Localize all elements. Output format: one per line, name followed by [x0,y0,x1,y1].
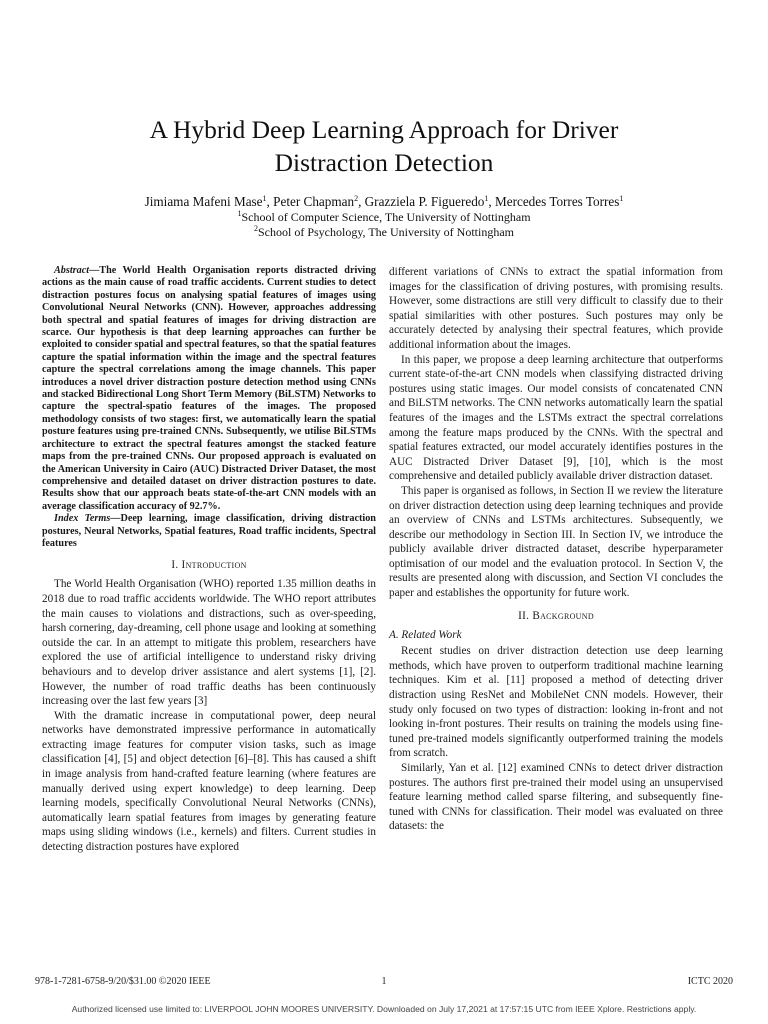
page-footer [35,975,733,989]
author-block [40,193,728,240]
footer-isbn: 978-1-7281-6758-9/20/$31.00 ©2020 IEEE [35,976,211,987]
author-name: Jimiama Mafeni Mase [144,194,263,209]
section-heading-introduction: I. Introduction [171,559,247,572]
footer-conference: ICTC 2020 [687,976,733,987]
author-list: Jimiama Mafeni Mase$^1$, Peter Chapman$^2$, Grazziela P. Figueredo$^1$, Mercedes Torres Torres$^1$ [144,194,624,209]
paper-title-line-1: A Hybrid Deep Learning Approach for Driver [149,115,619,144]
affiliation-mark: 2 [254,224,258,233]
affiliation-text: School of Psychology, The University of Nottingham [258,225,514,239]
page-number: 1 [381,976,387,987]
body-paragraph: With the dramatic increase in computational power, deep neural networks have demonstrated impressive performance in automatically extracting image features for computer vision tasks, such as image classification [4], [5] and object detection [6]–[8]. This has caused a shift in image analysis from hand-crafted feature learning (where features are manually derived using expert knowledge) to deep learning. Deep learning models, specifically Convolutional Neural Networks (CNNs), automatically learn spatial features from images by generating feature maps using sliding windows (i.e., kernels) and filters. Current studies in detecting distraction postures have explored [42,709,376,854]
body-paragraph: In this paper, we propose a deep learning architecture that outperforms current state-of-the-art CNN models when classifying distracted driving postures using static images. Our model consists of concatenated CNN and BiLSTM networks. The CNN networks automatically learn the spatial features of the images and the LSTMs extract the spectral correlations among the feature maps produced by the CNNs. With the spectral and spatial features extracted, our model accurately identifies postures in the AUC Distracted Driver Dataset [9], [10], which is the most comprehensive and detailed publicly available driver distraction dataset. [389,353,723,483]
body-paragraph: Similarly, Yan et al. [12] examined CNNs to detect driver distraction postures. The authors first pre-trained their model using an unsupervised feature learning method called sparse filtering, and subsequently fine-tuned with CNNs for classification. Their model was evaluated on three datasets: the [389,762,723,833]
left-column [42,265,376,855]
body-paragraph: This paper is organised as follows, in Section II we review the literature on driver distraction detection using deep learning techniques and provide an overview of CNNs and LSTMs architectures. Subsequently, we describe our methodology in Section III. In Section IV, we introduce the publicly available driver distracted dataset, describe hyperparameter optimisation of our model and the evaluation protocol. In Section V, the results are presented along with discussion, and Section VI concludes the paper and establishes the opportunity for future work. [389,484,723,600]
subsection-heading-related-work: A. Related Work [389,628,462,641]
affiliation-mark: 1 [237,209,242,218]
author-affil-mark: 1 [619,194,624,203]
author-affil-mark: 2 [354,194,359,203]
author-name: Peter Chapman [273,194,355,209]
author-name: Mercedes Torres Torres [495,194,620,209]
affiliation [40,225,728,240]
body-paragraph: The World Health Organisation (WHO) reported 1.35 million deaths in 2018 due to road traffic accidents worldwide. The WHO report attributes the main causes to violations and distractions, such as over-speeding, harsh cornering, day-dreaming, cell phone usage and looking at something outside the car. In an attempt to mitigate this problem, researchers have explored the use of artificial intelligence to understand risky driving behaviours and to develop driver assistance and alert systems [1], [2]. However, the number of road traffic deaths has been continuously increasing over the last few years [3] [42,578,376,708]
paper-title-line-2: Distraction Detection [274,148,494,177]
abstract [42,265,376,513]
affiliation-text: School of Computer Science, The University of Nottingham [241,210,531,224]
author-affil-mark: 1 [484,194,489,203]
abstract-label: Abstract [54,265,90,276]
paper-title [60,113,708,179]
body-paragraph: different variations of CNNs to extract the spatial information from images for the classification of driving postures, with promising results. However, some distractions are still very difficult to classify due to their spatial similarities with other postures. Such postures may only be accurately detected by analysing their spectral features, which provide additional information about the images. [389,266,723,351]
section-heading-background: II. Background [518,609,594,622]
index-terms [42,513,376,550]
abstract-text: —The World Health Organisation reports distracted driving actions as the main cause of road traffic accidents. Current studies to detect distraction postures focus on analysing spatial features of images using Convolutional Neural Networks (CNN). However, approaches addressing both spectral and spatial features of images for driving distraction are scarce. Our hypothesis is that deep learning approaches can further be exploited to consider spatial and spectral features, so that the spatial features capture the spatial information within the image and the spectral features capture the spectral correlations among the image channels. This paper introduces a novel driver distraction posture detection method using CNNs and stacked Bidirectional Long Short Term Memory (BiLSTM) Networks to capture the spectral-spatio features of the images. The proposed methodology consists of two stages: first, we automatically learn the spatial posture features using pre-trained CNNs. Subsequently, we utilise BiLSTMs architecture to extract the spectral features amongst the stacked feature maps from the pre-trained CNNs. Our proposed approach is evaluated on the American University in Cairo (AUC) Distracted Driver Dataset, the most comprehensive and detailed dataset on driver distraction postures to date. Results show that our approach beats state-of-the-art CNN models with an average classification accuracy of 92.7%. [42,265,376,512]
body-paragraph: Recent studies on driver distraction detection use deep learning methods, which have proven to outperform traditional machine learning techniques. Kim et al. [11] proposed a method of detecting driver distraction using ResNet and MobileNet CNN models. However, their study only focused on two types of distraction: looking in-front and not looking in-front postures. Their results on training the models using fine-tuned pre-trained models significantly outperformed training the models from scratch. [389,645,723,760]
author-affil-mark: 1 [262,194,267,203]
right-column [389,265,723,834]
index-terms-text: —Deep learning, image classification, driving distraction postures, Neural Networks, Spatial features, Road traffic incidents, Spectral features [42,513,376,549]
affiliation [40,210,728,225]
license-notice: Authorized licensed use limited to: LIVERPOOL JOHN MOORES UNIVERSITY. Downloaded on July 17,2021 at 17:57:15 UTC from IEEE Xplore. Restrictions apply. [71,1004,697,1014]
author-name: Grazziela P. Figueredo [364,194,485,209]
index-terms-label: Index Terms [54,513,111,525]
